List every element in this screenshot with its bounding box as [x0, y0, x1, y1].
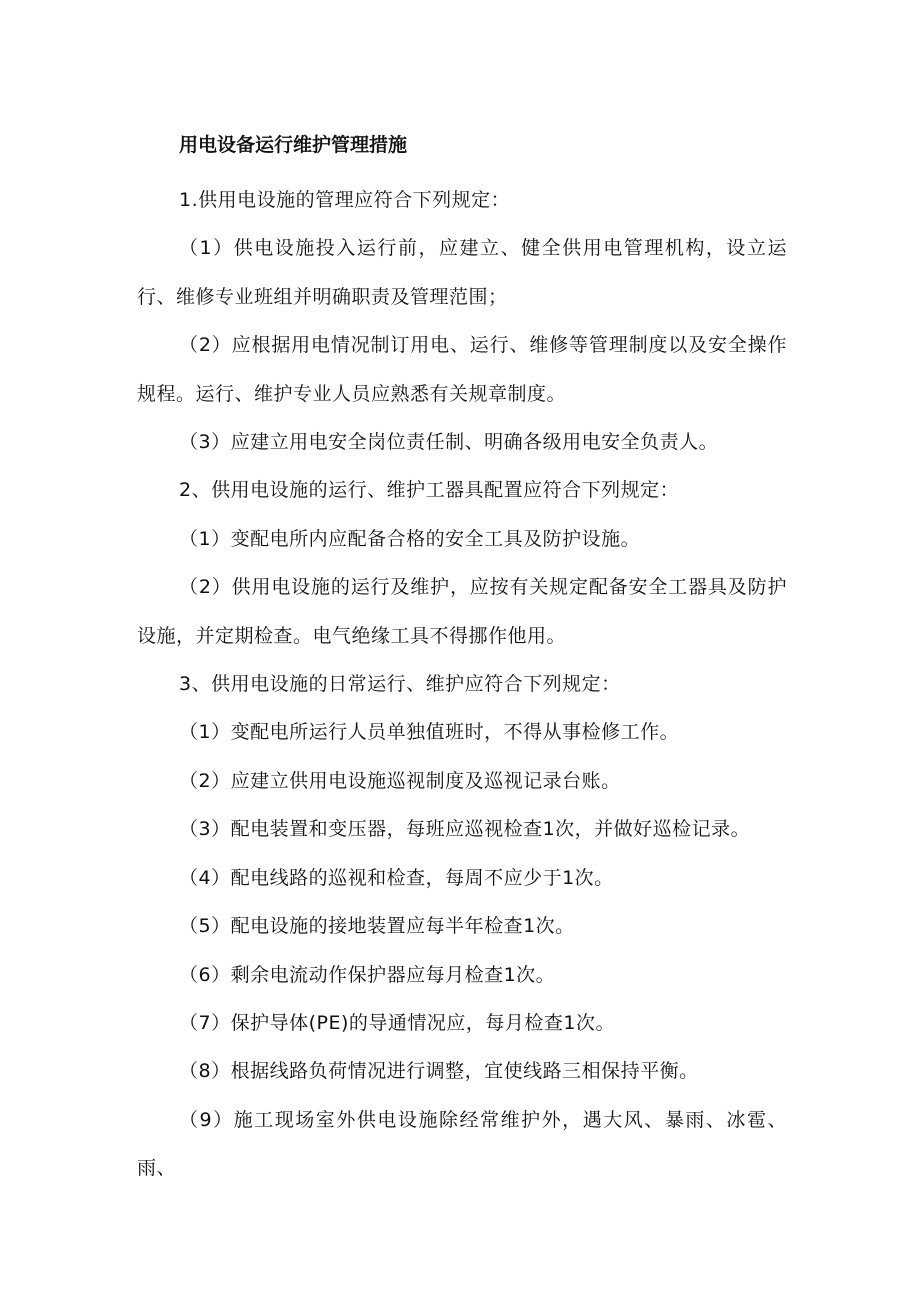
paragraph-6: （1）变配电所内应配备合格的安全工具及防护设施。 [179, 527, 641, 550]
paragraph-3: （2）应根据用电情况制订用电、运行、维修等管理制度以及安全操作规程。运行、维护专业人员应熟悉有关规章制度。 [137, 334, 787, 405]
paragraph-14: （6）剩余电流动作保护器应每月检查1次。 [179, 963, 556, 986]
document-title: 用电设备运行维护管理措施 [179, 134, 408, 156]
paragraph-2: （1）供电设施投入运行前，应建立、健全供用电管理机构，设立运行、维修专业班组并明确职责及管理范围； [137, 237, 787, 308]
paragraph-1: 1.供用电设施的管理应符合下列规定： [179, 189, 511, 211]
paragraph-5: 2、供用电设施的运行、维护工器具配置应符合下列规定： [179, 479, 680, 502]
paragraph-11: （3）配电装置和变压器，每班应巡视检查1次，并做好巡检记录。 [179, 818, 751, 841]
paragraph-15: （7）保护导体(PE)的导通情况应，每月检查1次。 [179, 1011, 615, 1034]
paragraph-8: 3、供用电设施的日常运行、维护应符合下列规定： [179, 673, 621, 696]
paragraph-4: （3）应建立用电安全岗位责任制、明确各级用电安全负责人。 [179, 431, 719, 454]
paragraph-7: （2）供用电设施的运行及维护，应按有关规定配备安全工器具及防护设施，并定期检查。电气绝缘工具不得挪作他用。 [137, 576, 787, 647]
paragraph-9: （1）变配电所运行人员单独值班时，不得从事检修工作。 [179, 721, 680, 744]
paragraph-13: （5）配电设施的接地装置应每半年检查1次。 [179, 915, 575, 938]
paragraph-12: （4）配电线路的巡视和检查，每周不应少于1次。 [179, 866, 614, 889]
document-body [137, 128, 787, 1193]
paragraph-10: （2）应建立供用电设施巡视制度及巡视记录台账。 [179, 769, 621, 792]
paragraph-16: （8）根据线路负荷情况进行调整，宜使线路三相保持平衡。 [179, 1060, 699, 1083]
paragraph-17: （9）施工现场室外供电设施除经常维护外，遇大风、暴雨、冰雹、雨、 [137, 1108, 787, 1180]
